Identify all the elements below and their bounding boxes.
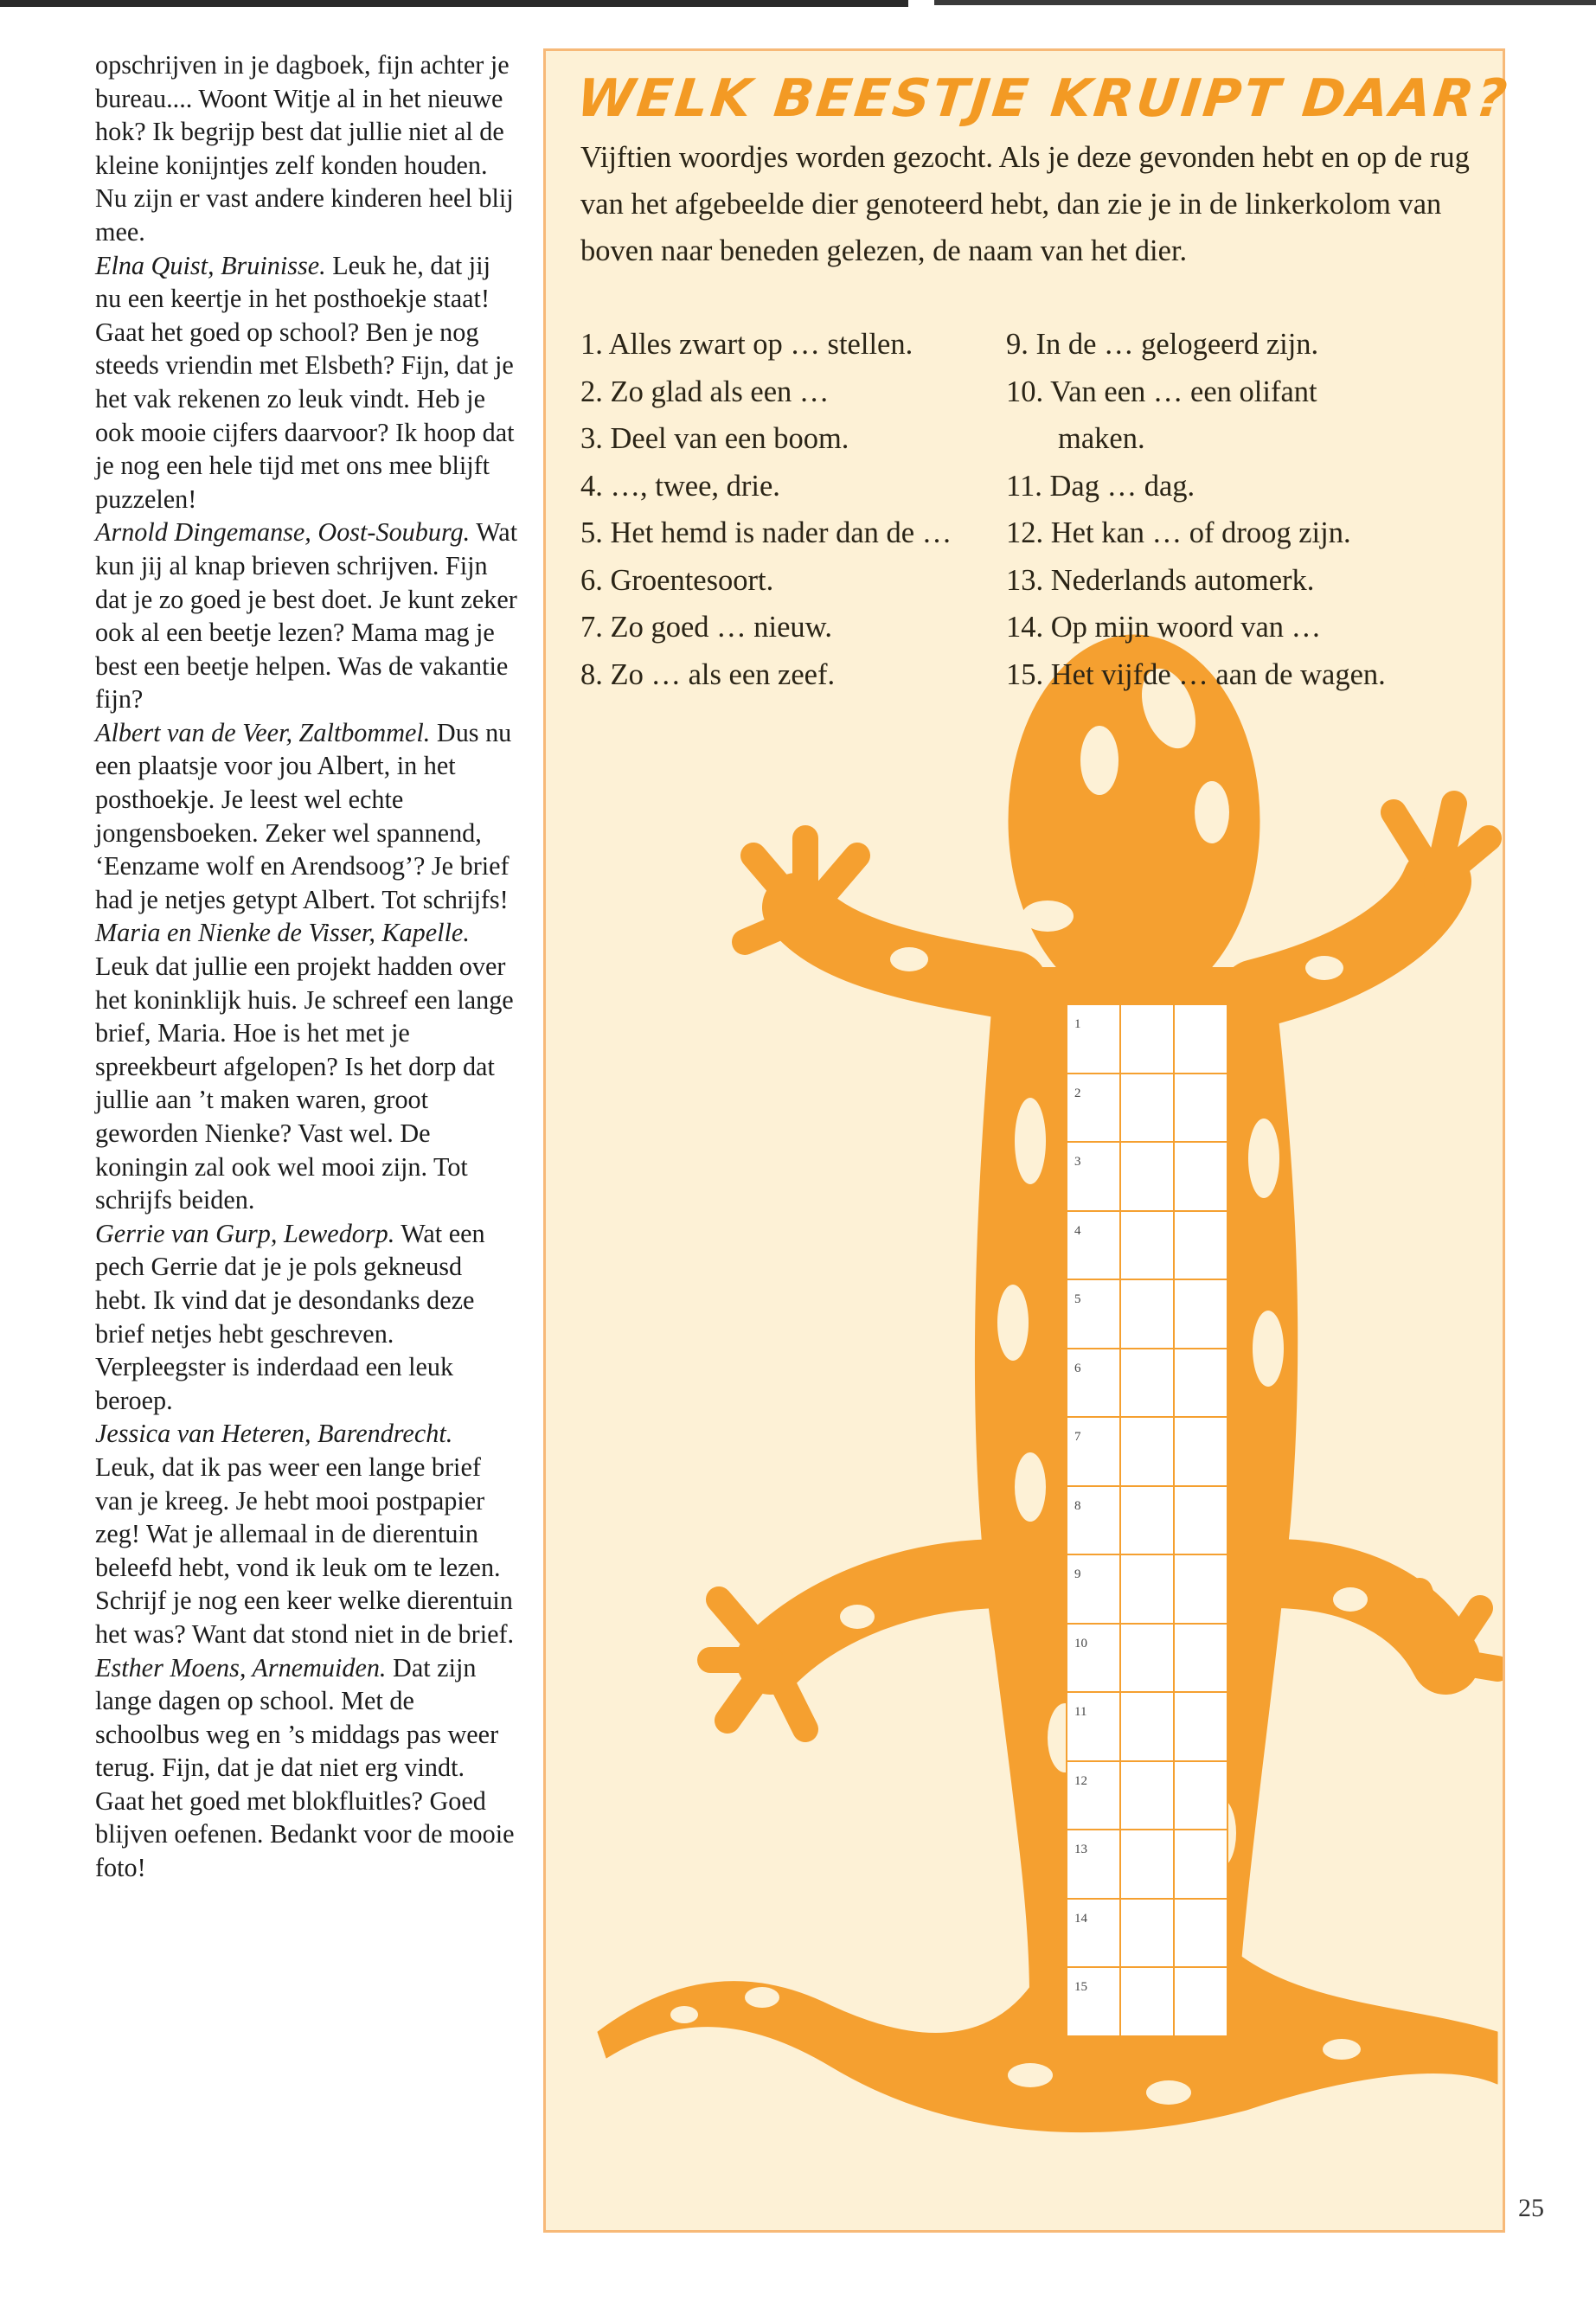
grid-cell[interactable] <box>1173 1003 1228 1074</box>
grid-cell[interactable] <box>1173 1210 1228 1281</box>
grid-cell-number: 10 <box>1074 1636 1087 1650</box>
grid-cell-number: 7 <box>1074 1430 1081 1444</box>
grid-cell[interactable] <box>1173 1966 1228 2037</box>
grid-cell-number: 1 <box>1074 1017 1081 1031</box>
clue-item: 9. In de … gelogeerd zijn. <box>1006 328 1319 361</box>
grid-cell[interactable] <box>1066 1210 1121 1281</box>
grid-cell[interactable] <box>1173 1348 1228 1419</box>
grid-cell[interactable] <box>1119 1210 1175 1281</box>
crossword-grid[interactable] <box>1066 1003 1230 2039</box>
grid-cell-number: 5 <box>1074 1292 1081 1306</box>
grid-cell[interactable] <box>1173 1760 1228 1831</box>
grid-cell[interactable] <box>1066 1966 1121 2037</box>
clue-item: 7. Zo goed … nieuw. <box>580 611 832 644</box>
grid-cell[interactable] <box>1066 1416 1121 1487</box>
letter-paragraph: Esther Moens, Arnemuiden. Dat zijn lange dagen op school. Met de schoolbus weg en ’s middags pas weer terug. Fijn, dat je dat niet erg vindt. Gaat het goed met blokfluitles? Goed blijven oefenen. Bedankt voor de mooie foto! <box>95 1652 515 1883</box>
grid-cell[interactable] <box>1119 1279 1175 1349</box>
clue-item: 15. Het vijfde … aan de wagen. <box>1006 657 1386 691</box>
grid-cell-number: 14 <box>1074 1911 1087 1926</box>
page-number: 25 <box>1518 2194 1544 2222</box>
grid-cell[interactable] <box>1119 1554 1175 1625</box>
grid-cell-number: 2 <box>1074 1086 1081 1100</box>
letter-sender: Maria en Nienke de Visser, Kapelle. <box>95 918 470 948</box>
grid-cell[interactable] <box>1119 1829 1175 1900</box>
grid-cell[interactable] <box>1066 1691 1121 1762</box>
grid-cell[interactable] <box>1066 1760 1121 1831</box>
letter-sender: Albert van de Veer, Zaltbommel. <box>95 717 431 747</box>
letter-sender: Gerrie van Gurp, Lewedorp. <box>95 1218 395 1248</box>
top-edge <box>0 0 1596 14</box>
grid-cell[interactable] <box>1173 1073 1228 1144</box>
grid-cell[interactable] <box>1066 1554 1121 1625</box>
clue-item: 1. Alles zwart op … stellen. <box>580 328 913 361</box>
grid-cell[interactable] <box>1119 1623 1175 1694</box>
grid-cell-number: 8 <box>1074 1498 1081 1513</box>
letter-paragraph: Maria en Nienke de Visser, Kapelle. Leuk dat jullie een projekt hadden over het koninklijk huis. Je schreef een lange brief, Maria. Hoe is het met je spreekbeurt afgelopen? Is het dorp dat jullie aan ’t maken waren, groot geworden Nienke? Vast wel. De koningin zal ook wel mooi zijn. Tot schrijfs beiden. <box>95 918 514 1215</box>
clue-item: 8. Zo … als een zeef. <box>580 657 836 691</box>
grid-cell[interactable] <box>1173 1554 1228 1625</box>
letter-paragraph: Arnold Dingemanse, Oost-Souburg. Wat kun jij al knap brieven schrijven. Fijn dat je zo goed je best doet. Je kunt zeker ook al een beetje lezen? Mama mag je best een beetje helpen. Was de vakantie fijn? <box>95 517 518 715</box>
clue-item: 4. …, twee, drie. <box>580 469 780 503</box>
grid-cell[interactable] <box>1119 1416 1175 1487</box>
clue-item: 12. Het kan … of droog zijn. <box>1006 516 1351 549</box>
letters-column <box>95 48 519 1885</box>
clue-item: 6. Groentesoort. <box>580 563 774 597</box>
grid-cell-number: 12 <box>1074 1773 1087 1788</box>
grid-cell-number: 11 <box>1074 1705 1087 1719</box>
letter-paragraph: Elna Quist, Bruinisse. Leuk he, dat jij nu een keertje in het posthoekje staat! Gaat het goed op school? Ben je nog steeds vriendin met Elsbeth? Fijn, dat je het vak rekenen zo leuk vindt. Heb je ook mooie cijfers daarvoor? Ik hoop dat je nog een hele tijd met ons mee blijft puzzelen! <box>95 250 515 514</box>
grid-cell[interactable] <box>1119 1348 1175 1419</box>
clue-item: 5. Het hemd is nader dan de … <box>580 516 952 549</box>
grid-cell[interactable] <box>1066 1623 1121 1694</box>
grid-cell[interactable] <box>1173 1829 1228 1900</box>
grid-cell[interactable] <box>1066 1348 1121 1419</box>
grid-cell-number: 6 <box>1074 1361 1081 1375</box>
letter-paragraph: Albert van de Veer, Zaltbommel. Dus nu een plaatsje voor jou Albert, in het posthoekje. Je leest wel echte jongensboeken. Zeker wel spannend, ‘Eenzame wolf en Arendsoog’? Je brief had je netjes getypt Albert. Tot schrijfs! <box>95 717 512 914</box>
letter-paragraph: Gerrie van Gurp, Lewedorp. Wat een pech Gerrie dat je je pols gekneusd hebt. Ik vind dat je desondanks deze brief netjes hebt geschreven. Verpleegster is inderdaad een leuk beroep. <box>95 1218 485 1415</box>
letter-sender: Arnold Dingemanse, Oost-Souburg. <box>95 517 471 548</box>
puzzle-panel <box>543 48 1513 2233</box>
grid-cell[interactable] <box>1119 1003 1175 1074</box>
grid-cell-number: 15 <box>1074 1980 1087 1994</box>
letter-sender: Esther Moens, Arnemuiden. <box>95 1652 387 1682</box>
clue-item: 2. Zo glad als een … <box>580 375 830 408</box>
grid-cell[interactable] <box>1066 1279 1121 1349</box>
grid-cell[interactable] <box>1119 1073 1175 1144</box>
grid-cell[interactable] <box>1173 1279 1228 1349</box>
letter-paragraph: Jessica van Heteren, Barendrecht. Leuk, dat ik pas weer een lange brief van je kreeg. Je hebt mooi postpapier zeg! Wat je allemaal in de dierentuin beleefd hebt, vond ik leuk om te lezen. Schrijf je nog een keer welke dierentuin het was? Want dat stond niet in de brief. <box>95 1419 515 1649</box>
grid-cell[interactable] <box>1066 1485 1121 1556</box>
clue-item-continued: maken. <box>1058 422 1145 455</box>
puzzle-instructions: Vijftien woordjes worden gezocht. Als je deze gevonden hebt en op de rug van het afgebeelde dier genoteerd hebt, dan zie je in de linkerkolom van boven naar beneden gelezen, de naam van het dier. <box>580 141 1470 267</box>
grid-cell[interactable] <box>1119 1898 1175 1969</box>
grid-cell-number: 9 <box>1074 1567 1081 1581</box>
clue-item: 14. Op mijn woord van … <box>1006 611 1322 644</box>
grid-cell-number: 3 <box>1074 1155 1081 1169</box>
clue-item: 3. Deel van een boom. <box>580 422 849 455</box>
clue-item: 11. Dag … dag. <box>1006 469 1195 503</box>
letter-paragraph: opschrijven in je dagboek, fijn achter je bureau.... Woont Witje al in het nieuwe hok? Ik begrijp best dat jullie niet al de kleine konijntjes zelf konden houden. Nu zijn er vast andere kinderen heel blij mee. <box>95 50 514 247</box>
letter-sender: Elna Quist, Bruinisse. <box>95 250 326 280</box>
grid-cell[interactable] <box>1066 1003 1121 1074</box>
grid-cell-number: 4 <box>1074 1223 1081 1238</box>
grid-cell[interactable] <box>1173 1691 1228 1762</box>
grid-cell[interactable] <box>1066 1829 1121 1900</box>
grid-cell[interactable] <box>1066 1898 1121 1969</box>
grid-cell-number: 13 <box>1074 1843 1087 1856</box>
clue-item: 10. Van een … een olifant <box>1006 375 1317 408</box>
grid-cell[interactable] <box>1119 1966 1175 2037</box>
grid-cell[interactable] <box>1173 1485 1228 1556</box>
clue-item: 13. Nederlands automerk. <box>1006 563 1315 597</box>
clue-column-right <box>1006 321 1490 698</box>
grid-cell[interactable] <box>1119 1691 1175 1762</box>
grid-cell[interactable] <box>1119 1141 1175 1212</box>
letter-sender: Jessica van Heteren, Barendrecht. <box>95 1419 453 1449</box>
clue-column-left <box>580 321 1013 698</box>
puzzle-title: WELK BEESTJE KRUIPT DAAR? <box>574 68 1513 129</box>
grid-cell[interactable] <box>1173 1623 1228 1694</box>
grid-cell[interactable] <box>1173 1416 1228 1487</box>
grid-cell[interactable] <box>1119 1760 1175 1831</box>
grid-cell[interactable] <box>1066 1073 1121 1144</box>
grid-cell[interactable] <box>1066 1141 1121 1212</box>
grid-cell[interactable] <box>1173 1898 1228 1969</box>
grid-cell[interactable] <box>1119 1485 1175 1556</box>
grid-cell[interactable] <box>1173 1141 1228 1212</box>
